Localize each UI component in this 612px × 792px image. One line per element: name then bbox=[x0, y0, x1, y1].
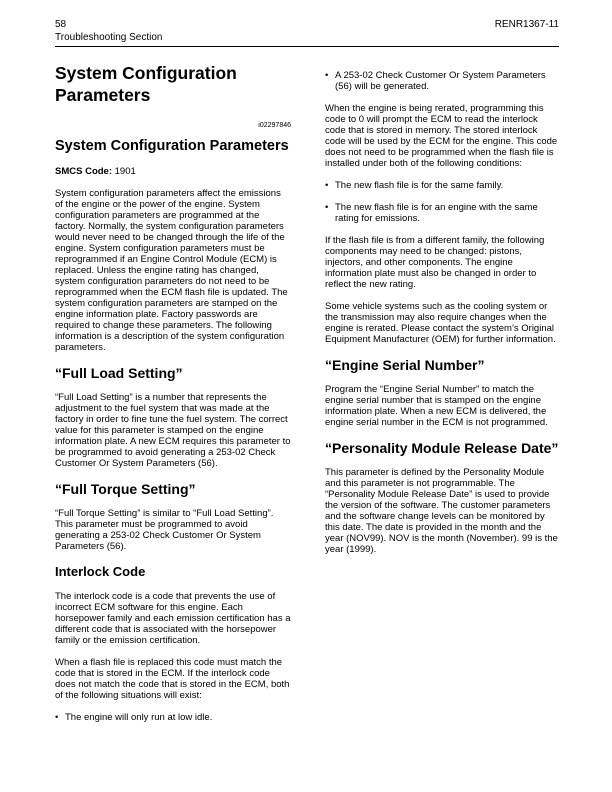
personality-module-paragraph: This parameter is defined by the Personality Module and this parameter is not programmable. The “Personality Module Release Date” is used to provide the version of the software. The customer parameters and the software change levels can be monitored by this date. The date is provided in the month and the year (NOV99). NOV is the month (November). 99 is the year (1999). bbox=[325, 467, 558, 555]
bullet-icon: • bbox=[325, 180, 329, 191]
list-item-text: The new flash file is for an engine with the same rating for emissions. bbox=[335, 202, 538, 224]
situations-list-continued bbox=[325, 70, 559, 92]
personality-module-heading: “Personality Module Release Date” bbox=[325, 440, 559, 456]
interlock-paragraph-1: The interlock code is a code that prevents the use of incorrect ECM software for this engine. Each horsepower family and each emission certification has a different code that is associated with the horsepower family or the emission certification. bbox=[55, 591, 291, 646]
bullet-icon: • bbox=[325, 202, 329, 213]
header-rule bbox=[55, 46, 559, 47]
full-torque-heading: “Full Torque Setting” bbox=[55, 481, 196, 497]
conditions-list bbox=[325, 180, 559, 224]
section-title: Troubleshooting Section bbox=[55, 32, 163, 43]
situations-list bbox=[55, 712, 291, 723]
list-item bbox=[55, 712, 291, 723]
full-torque-paragraph: “Full Torque Setting” is similar to “Full Load Setting”. This parameter must be programmed to avoid generating a 253-02 Check Customer Or System Parameters (56). bbox=[55, 508, 274, 552]
different-family-paragraph: If the flash file is from a different family, the following components may need to be changed: pistons, injectors, and other components. The engine information plate must also be changed in order to reflect the new rating. bbox=[325, 235, 545, 290]
right-column bbox=[325, 70, 559, 555]
full-load-heading: “Full Load Setting” bbox=[55, 365, 183, 381]
full-load-paragraph: “Full Load Setting” is a number that represents the adjustment to the fuel system that was made at the factory in order to fine tune the fuel system. The correct value for this parameter is stamped on the engine information plate. A new ECM requires this parameter to be programmed to avoid generating a 253-02 Check Customer Or System Parameters (56). bbox=[55, 392, 291, 469]
reference-id: i02297846 bbox=[258, 122, 291, 129]
main-title: System Configuration Parameters bbox=[55, 63, 237, 105]
list-item-text: The engine will only run at low idle. bbox=[65, 712, 213, 723]
vehicle-systems-paragraph: Some vehicle systems such as the cooling system or the transmission may also require changes when the engine is rerated. Please contact the system’s Original Equipment Manufacturer (OEM) for further information. bbox=[325, 301, 556, 345]
rerate-paragraph: When the engine is being rerated, programming this code to 0 will prompt the ECM to read the interlock code that is stored in memory. The stored interlock code will be used by the ECM for the engine. This code does not need to be programmed when the flash file is installed under both of the following conditions: bbox=[325, 103, 558, 169]
smcs-label: SMCS Code: bbox=[55, 166, 112, 177]
list-item-text: A 253-02 Check Customer Or System Parameters (56) will be generated. bbox=[335, 70, 546, 92]
list-item bbox=[325, 180, 559, 191]
smcs-code bbox=[55, 166, 291, 177]
bullet-icon: • bbox=[55, 712, 59, 723]
intro-paragraph: System configuration parameters affect the emissions of the engine or the power of the engine. System configuration parameters are programmed at the factory. Normally, the system configuration parameters would never need to be changed through the life of the engine. System configuration parameters must be reprogrammed if an Engine Control Module (ECM) is replaced. Unless the engine rating has changed, system configuration parameters do not need to be reprogrammed when the ECM flash file is updated. The system configuration parameters are stamped on the engine information plate. Factory passwords are required to change these parameters. The following information is a description of the system configuration parameters. bbox=[55, 188, 288, 353]
engine-serial-heading: “Engine Serial Number” bbox=[325, 357, 485, 373]
interlock-paragraph-2: When a flash file is replaced this code must match the code that is stored in the ECM. If the interlock code does not match the code that is stored in the ECM, both of the following situations will exist: bbox=[55, 657, 290, 701]
list-item bbox=[325, 70, 559, 92]
document-id: RENR1367-11 bbox=[494, 19, 559, 30]
engine-serial-paragraph: Program the “Engine Serial Number” to match the engine serial number that is stamped on the engine information plate. When a new ECM is delivered, the engine serial number in the ECM is not programmed. bbox=[325, 384, 548, 428]
left-column bbox=[55, 62, 291, 723]
list-item-text: The new flash file is for the same family. bbox=[335, 180, 504, 191]
interlock-heading: Interlock Code bbox=[55, 564, 146, 579]
sub-title: System Configuration Parameters bbox=[55, 138, 289, 154]
list-item bbox=[325, 202, 559, 224]
bullet-icon: • bbox=[325, 70, 329, 81]
page-number: 58 bbox=[55, 19, 67, 30]
smcs-value: 1901 bbox=[114, 166, 136, 177]
